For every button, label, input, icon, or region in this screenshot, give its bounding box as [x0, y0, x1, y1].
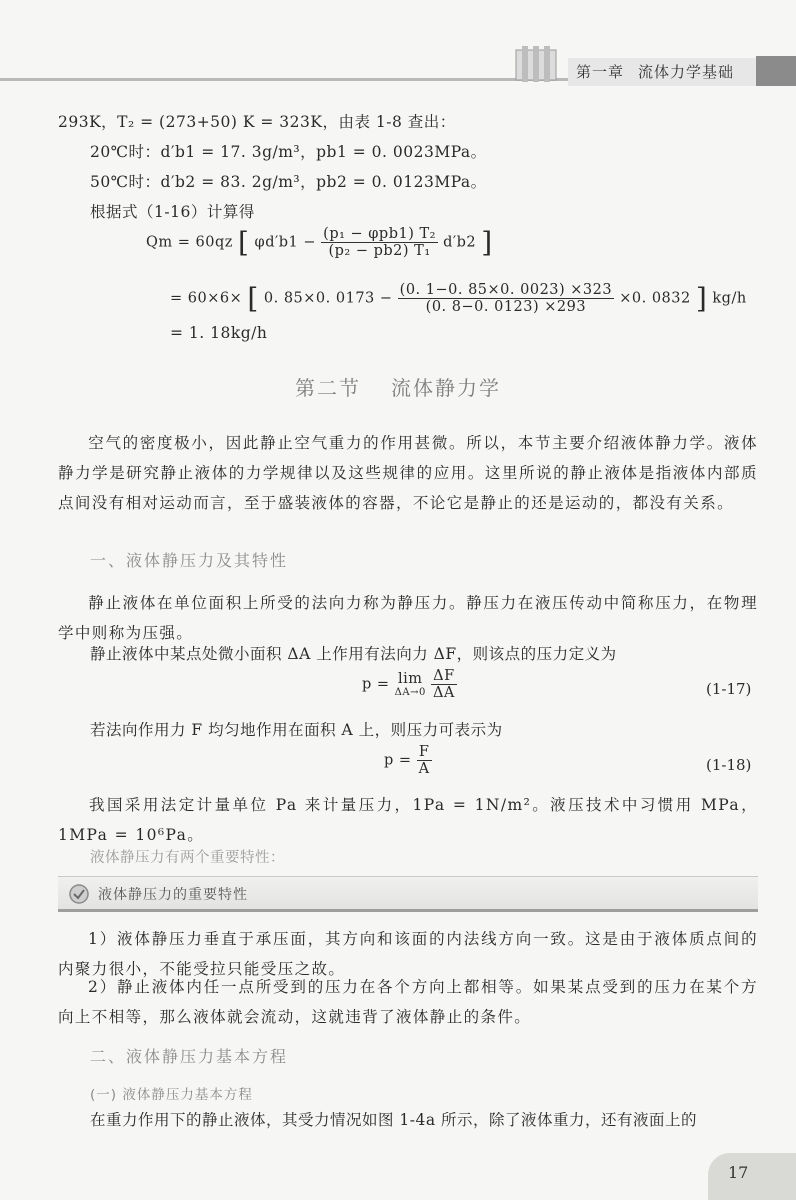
eq2-unit: kg/h — [712, 290, 747, 307]
definition-paragraph: 静止液体在单位面积上所受的法向力称为静压力。静压力在液压传动中简称压力，在物理学中则称为压强。 — [58, 594, 758, 642]
subheading-2-1: (一) 液体静压力基本方程 — [90, 1087, 253, 1103]
equation-number-1-18: (1-18) — [706, 756, 752, 774]
equation-substituted: = 60×6× [ 0. 85×0. 0173 − $\frac{(0. 1-0. 85\times 0. 0023) \times 323}{(0. 8-0. 0123) \times 293}$ ×0. 0832 ] kg/h — [170, 282, 747, 315]
subheading-1: 一、液体静压力及其特性 — [90, 551, 289, 570]
eq2-prefix: = 60×6× — [170, 290, 243, 307]
property-1: 1）液体静压力垂直于承压面，其方向和该面的内法线方向一致。这是由于液体质点间的内聚力很小，不能受拉只能受压之故。 — [58, 930, 758, 978]
eq17-fraction — [431, 668, 457, 701]
header-tab-block — [756, 56, 796, 86]
uniform-force-line: 若法向作用力 F 均匀地作用在面积 A 上，则压力可表示为 — [90, 721, 503, 739]
eq1-term1: φd′b1 − — [254, 234, 317, 251]
eq17-lim-sub: ΔA→0 — [394, 687, 426, 698]
chapter-heading — [568, 58, 758, 86]
eq1-denominator: (p₂ − pb2) T₁ — [328, 243, 431, 259]
eq1-fraction — [321, 226, 438, 259]
chapter-title: 流体力学基础 — [638, 63, 735, 81]
eq18-fraction — [417, 744, 432, 777]
page-number-badge — [708, 1153, 796, 1200]
equation-1-18 — [384, 744, 432, 777]
two-properties-line: 液体静压力有两个重要特性： — [90, 850, 285, 866]
equation-result: = 1. 18kg/h — [170, 324, 268, 342]
calc-line-2: 20℃时：d′b1 = 17. 3g/m³，pb1 = 0. 0023MPa。 — [90, 143, 487, 161]
eq2-term1: 0. 85×0. 0173 − — [263, 290, 393, 307]
calc-line-4: 根据式（1-16）计算得 — [90, 203, 255, 221]
eq18-numerator: F — [417, 744, 432, 761]
eq18-lhs: p = — [384, 752, 412, 769]
property-2: 2）静止液体内任一点所受到的压力在各个方向上都相等。如果某点受到的压力在某个方向上不相等，那么液体就会流动，这就违背了液体静止的条件。 — [58, 978, 758, 1026]
eq17-lhs: p = — [362, 676, 390, 693]
intro-paragraph: 空气的密度极小，因此静止空气重力的作用甚微。所以，本节主要介绍液体静力学。液体静力学是研究静止液体的力学规律以及这些规律的应用。这里所说的静止液体是指液体内部质点间没有相对运动而言，至于盛装液体的容器，不论它是静止的还是运动的，都没有关系。 — [58, 434, 758, 512]
equation-qm: Qm = 60qz [ φd′b1 − $\frac{\text{(p₁ − φpb1) T₂}}{\text{(p₂ − pb2) T₁}}$ d′b2 ] — [146, 226, 493, 259]
tip-bar — [58, 876, 758, 912]
equation-1-17 — [362, 668, 457, 701]
definition-line-2: 静止液体中某点处微小面积 ΔA 上作用有法向力 ΔF，则该点的压力定义为 — [90, 645, 617, 663]
calc-line-3: 50℃时：d′b2 = 83. 2g/m³，pb2 = 0. 0123MPa。 — [90, 173, 487, 191]
eq17-numerator: ΔF — [431, 668, 457, 685]
eq17-lim: lim — [397, 671, 423, 687]
book-icon — [512, 42, 560, 84]
eq1-lhs: Qm = 60qz — [146, 234, 233, 251]
tip-label: 液体静压力的重要特性 — [98, 887, 248, 903]
page-number: 17 — [728, 1163, 749, 1182]
eq2-denominator: (0. 8−0. 0123) ×293 — [425, 299, 587, 315]
subheading-2: 二、液体静压力基本方程 — [90, 1047, 289, 1066]
eq2-fraction — [398, 282, 614, 315]
tip-icon — [68, 883, 90, 905]
eq2-numerator: (0. 1−0. 85×0. 0023) ×323 — [399, 282, 613, 298]
page-header — [0, 0, 796, 96]
section-title — [0, 372, 796, 401]
last-paragraph-line: 在重力作用下的静止液体，其受力情况如图 1-4a 所示，除了液体重力，还有液面上的 — [90, 1111, 698, 1129]
calc-line-1: 293K，T₂ = (273+50) K = 323K，由表 1-8 查出： — [58, 113, 456, 131]
eq1-numerator: (p₁ − φpb1) T₂ — [323, 226, 436, 242]
section-number: 第二节 — [295, 376, 361, 400]
eq1-tail: d′b2 — [443, 234, 477, 251]
units-paragraph: 我国采用法定计量单位 Pa 来计量压力，1Pa = 1N/m²。液压技术中习惯用 MPa，1MPa = 10⁶Pa。 — [58, 796, 758, 844]
eq18-denominator: A — [418, 761, 430, 777]
chapter-number: 第一章 — [576, 63, 625, 81]
eq2-tail: ×0. 0832 — [619, 290, 691, 307]
equation-number-1-17: (1-17) — [706, 680, 752, 698]
eq17-denominator: ΔA — [432, 685, 455, 701]
section-name: 流体静力学 — [391, 376, 501, 400]
